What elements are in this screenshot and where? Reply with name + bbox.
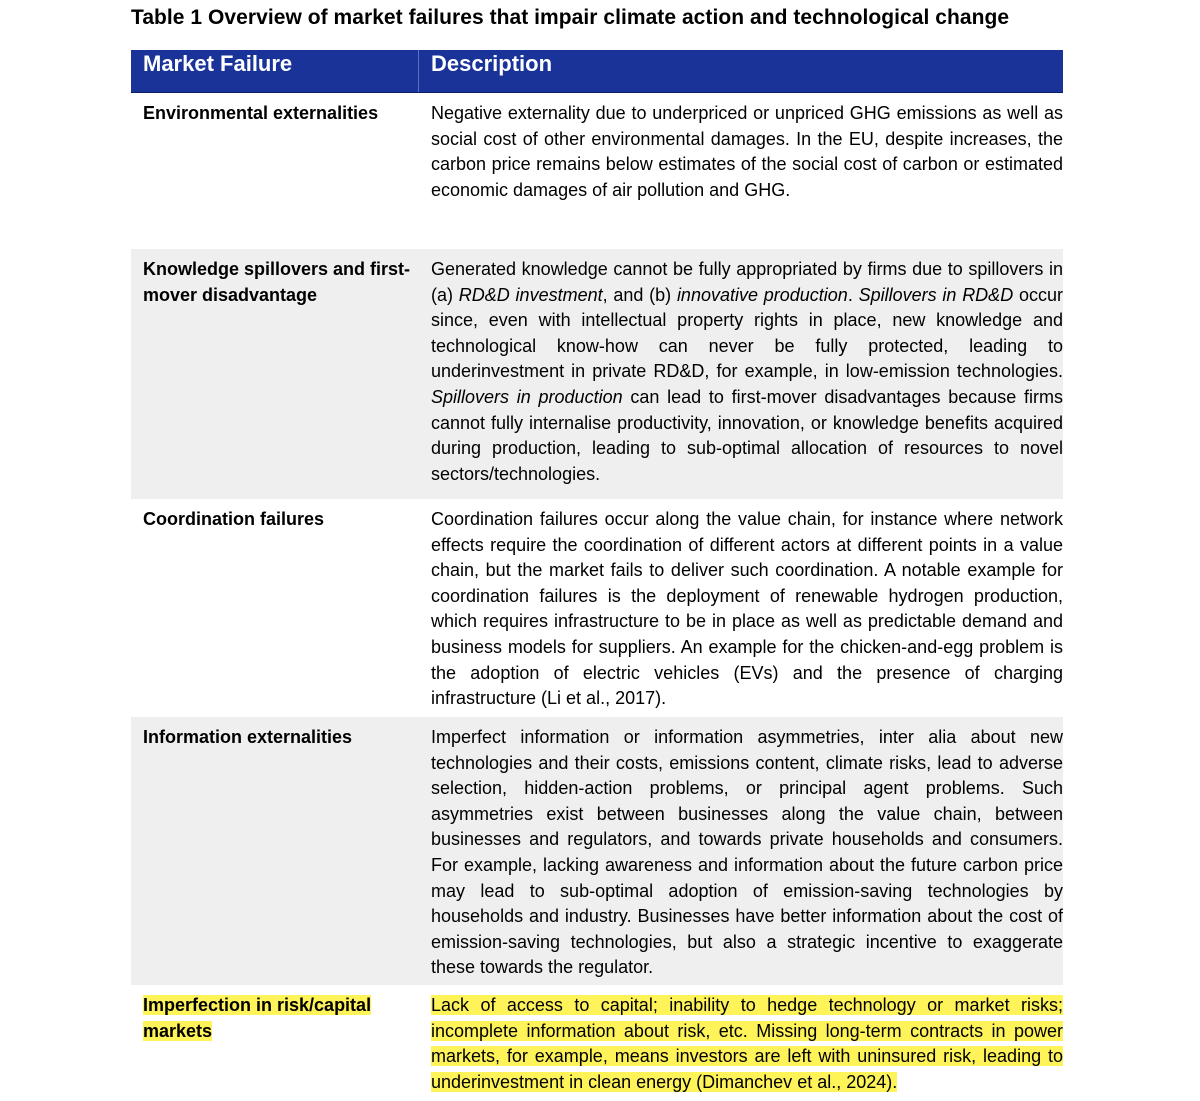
description-emphasis: innovative production [676, 284, 848, 305]
table-row-coordination-failures [131, 499, 1063, 717]
market-failure-cell [131, 993, 419, 1101]
description-text: . [847, 284, 859, 305]
table-row-environmental-externalities [131, 93, 1063, 249]
description-cell: Negative externality due to underpriced or unpriced GHG emissions as well as social cost of other environmental damages. In the EU, despite increases, the carbon price remains below estimates of the social cost of carbon or estimated economic damages of air pollution and GHG. [431, 103, 1063, 200]
header-description: Description [431, 51, 553, 76]
description-text: , and (b) [602, 284, 677, 305]
description-text: Generated knowledge cannot be fully appropriated by firms due to spillovers in (a) [431, 259, 1063, 305]
header-market-failure: Market Failure [131, 50, 419, 92]
market-failure-cell: Environmental externalities [143, 103, 379, 123]
highlighted-text: Imperfection in risk/capital markets [143, 995, 372, 1041]
description-cell: Imperfect information or information asymmetries, inter alia about new technologies and their costs, emissions content, climate risks, lead to adverse selection, hidden-action problems, or principal agent problems. Such asymmetries exist between businesses along the value chain, between businesses and regulators, and towards private households and consumers. For example, lacking awareness and information about the future carbon price may lead to sub-optimal adoption of emission-saving technologies by households and industry. Businesses have better information about the cost of emission-saving technologies, but also a strategic incentive to exaggerate these towards the regulator. [431, 727, 1063, 978]
market-failure-cell: Information externalities [143, 727, 353, 747]
description-cell [431, 993, 1063, 1101]
market-failure-cell: Knowledge spillovers and first-mover disadvantage [143, 259, 411, 305]
table-row-information-externalities [131, 717, 1063, 985]
table-row-knowledge-spillovers [131, 249, 1063, 499]
market-failures-table [131, 50, 1063, 1101]
table-row-risk-capital-markets [131, 985, 1063, 1101]
description-cell: Coordination failures occur along the value chain, for instance where network effects require the coordination of different actors at different points in a value chain, but the market fails to deliver such coordination. A notable example for coordination failures is the deployment of renewable hydrogen production, which requires infrastructure to be in place as well as predictable demand and business models for suppliers. An example for the chicken-and-egg problem is the adoption of electric vehicles (EVs) and the presence of charging infrastructure (Li et al., 2017). [431, 509, 1063, 709]
market-failure-cell: Coordination failures [143, 509, 325, 529]
description-emphasis: RD&D investment [458, 284, 603, 305]
highlighted-text: Lack of access to capital; inability to hedge technology or market risks; incomplete information about risk, etc. Missing long-term contracts in power markets, for example, means investors are left with uninsured risk, leading to underinvestment in clean energy (Dimanchev et al., 2024). [431, 995, 1063, 1092]
description-text: can lead to first-mover disadvantages because firms cannot fully internalise productivity, innovation, or knowledge benefits acquired during production, leading to sub-optimal allocation of resources to novel sectors/technologies. [431, 386, 1063, 484]
table-header [131, 50, 1063, 93]
description-emphasis: Spillovers in RD&D [858, 284, 1014, 305]
description-cell [431, 257, 1063, 499]
description-text: occur since, even with intellectual property rights in place, new knowledge and technological know-how can never be fully protected, leading to underinvestment in private RD&D, for example, in low-emission technologies. [431, 284, 1063, 382]
description-emphasis: Spillovers in production [431, 386, 623, 407]
table-title: Table 1 Overview of market failures that impair climate action and technological change [131, 6, 1010, 29]
